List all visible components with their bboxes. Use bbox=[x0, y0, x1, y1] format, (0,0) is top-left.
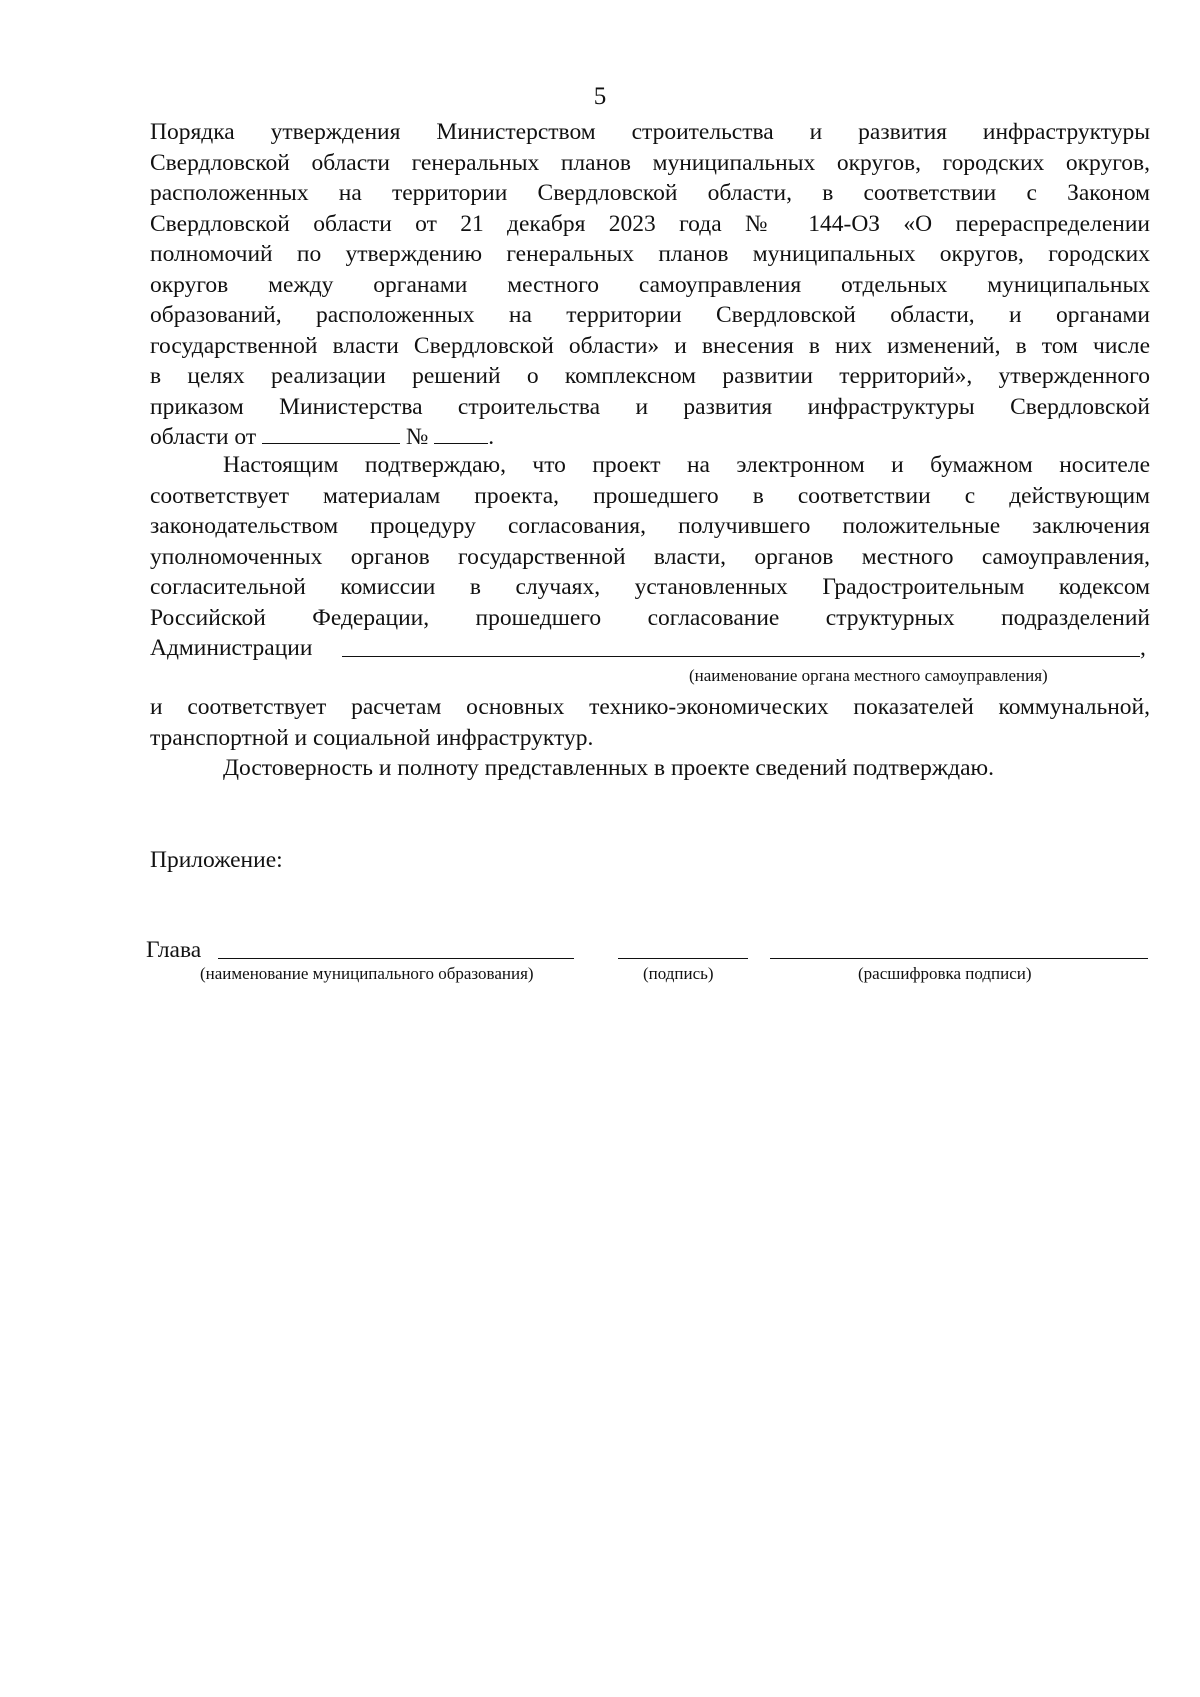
signature-caption: (подпись) bbox=[643, 964, 714, 983]
paragraph-reliability: Достоверность и полноту представленных в проекте сведений подтверждаю. bbox=[223, 755, 994, 781]
text-line: в целях реализации решений о комплексном развитии территорий», утвержденного bbox=[150, 363, 1150, 389]
text-line: округов между органами местного самоуправления отдельных муниципальных bbox=[150, 271, 1150, 298]
order-date-blank bbox=[262, 423, 400, 444]
text-line: транспортной и социальной инфраструктур. bbox=[150, 724, 594, 751]
text-line: и соответствует расчетам основных технико-экономических показателей коммунальной, bbox=[150, 694, 1150, 720]
paragraph-order-reference bbox=[150, 117, 1150, 453]
order-number-suffix: . bbox=[488, 424, 495, 450]
administration-trailing-comma: , bbox=[1140, 635, 1146, 661]
text-line: государственной власти Свердловской области» и внесения в них изменений, в том числе bbox=[150, 332, 1150, 359]
paragraph-compliance bbox=[150, 692, 1150, 753]
municipality-name-line bbox=[218, 958, 574, 959]
signature-decoding-caption: (расшифровка подписи) bbox=[858, 964, 1032, 983]
text-line: приказом Министерства строительства и развития инфраструктуры Свердловской bbox=[150, 393, 1150, 420]
administration-blank-line bbox=[342, 656, 1140, 657]
text-line: законодательством процедуру согласования, получившего положительные заключения bbox=[150, 513, 1150, 539]
signature-line bbox=[618, 958, 748, 959]
text-line: образований, расположенных на территории Свердловской области, и органами bbox=[150, 302, 1150, 328]
text-line: уполномоченных органов государственной власти, органов местного самоуправления, bbox=[150, 543, 1150, 570]
order-number-blank bbox=[434, 423, 488, 444]
page-number: 5 bbox=[593, 83, 607, 110]
text-line: Свердловской области генеральных планов муниципальных округов, городских округов, bbox=[150, 149, 1150, 176]
head-label: Глава bbox=[146, 937, 202, 963]
signature-decoding-line bbox=[770, 958, 1148, 959]
administration-label: Администрации bbox=[150, 635, 313, 661]
paragraph-confirmation bbox=[150, 450, 1150, 633]
text-line: расположенных на территории Свердловской области, в соответствии с Законом bbox=[150, 180, 1150, 206]
text-line: Настоящим подтверждаю, что проект на электронном и бумажном носителе bbox=[223, 452, 1150, 478]
text-line: Свердловской области от 21 декабря 2023 года № 144-ОЗ «О перераспределении bbox=[150, 210, 1150, 237]
appendix-label: Приложение: bbox=[150, 847, 283, 873]
text-line: согласительной комиссии в случаях, установленных Градостроительным кодексом bbox=[150, 574, 1150, 600]
text-line: соответствует материалам проекта, прошедшего в соответствии с действующим bbox=[150, 482, 1150, 509]
order-date-prefix: области от bbox=[150, 424, 257, 450]
order-date-line bbox=[150, 422, 1150, 453]
municipality-caption: (наименование муниципального образования) bbox=[200, 964, 534, 983]
text-line: Российской Федерации, прошедшего согласование структурных подразделений bbox=[150, 604, 1150, 631]
administration-caption: (наименование органа местного самоуправления) bbox=[689, 666, 1048, 685]
text-line: Порядка утверждения Министерством строительства и развития инфраструктуры bbox=[150, 119, 1150, 145]
order-number-sign: № bbox=[405, 424, 429, 450]
text-line: полномочий по утверждению генеральных планов муниципальных округов, городских bbox=[150, 241, 1150, 267]
